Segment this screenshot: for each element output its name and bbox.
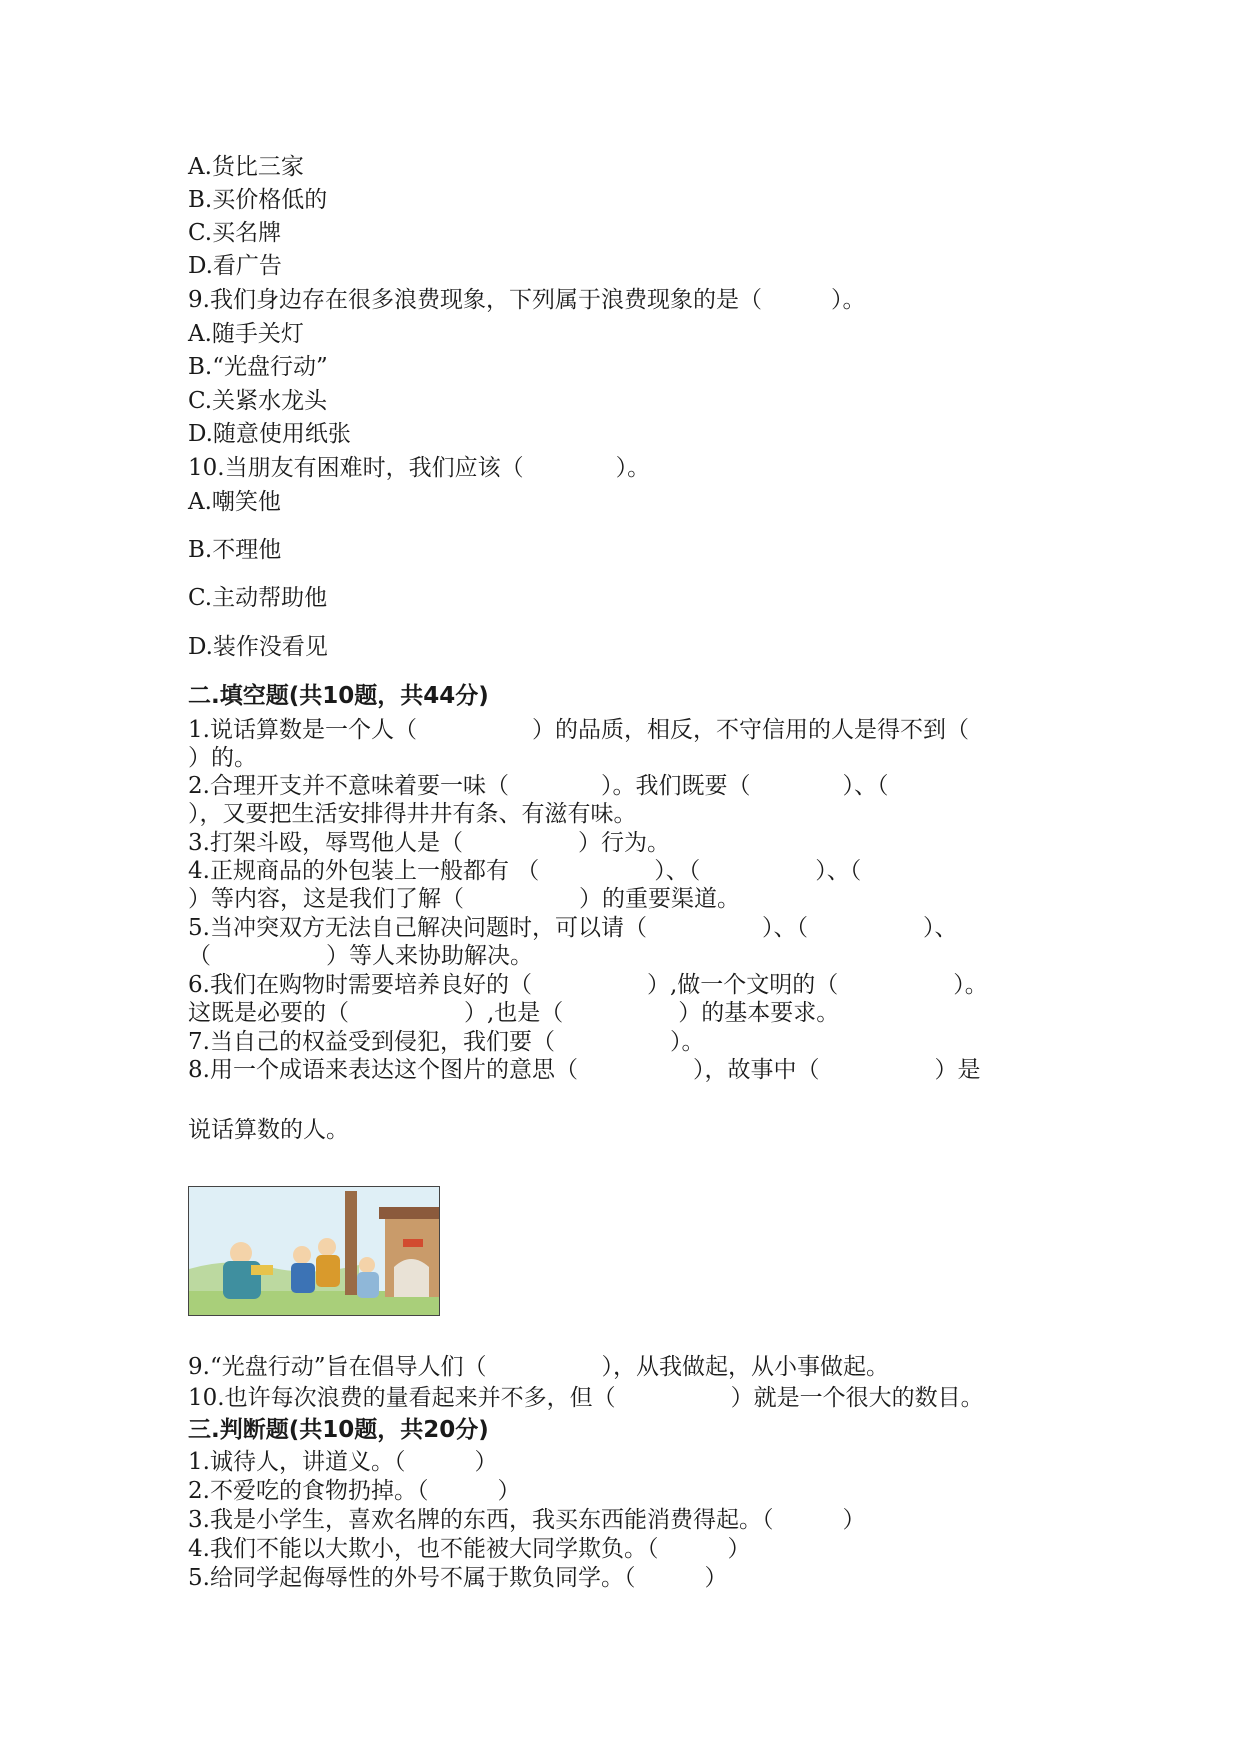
fill-q9: 9.“光盘行动”旨在倡导人们（ ），从我做起，从小事做起。	[188, 1354, 889, 1380]
q10-option-d: D.装作没看见	[188, 634, 328, 660]
q8-option-d: D.看广告	[188, 253, 282, 279]
q9-option-b: B.“光盘行动”	[188, 354, 328, 380]
fill-line-6: 4.正规商品的外包装上一般都有 （ ）、（ ）、（	[188, 858, 862, 884]
q10-option-a: A.嘲笑他	[188, 489, 281, 515]
fill-line-13: 8.用一个成语来表达这个图片的意思（ ），故事中（ ）是	[188, 1057, 981, 1083]
q8-option-b: B.买价格低的	[188, 187, 328, 213]
section2-heading: 二.填空题(共10题，共44分)	[188, 683, 489, 709]
fill-line-9: （ ）等人来协助解决。	[188, 943, 533, 969]
fill-line-3: 2.合理开支并不意味着要一味（ ）。我们既要（ ）、（	[188, 773, 889, 799]
fill-line-10: 6.我们在购物时需要培养良好的（ ）,做一个文明的（ ）。	[188, 972, 988, 998]
q8-option-c: C.买名牌	[188, 220, 282, 246]
fill-q8-continuation: 说话算数的人。	[188, 1117, 349, 1143]
judge-q1: 1.诚待人，讲道义。（ ）	[188, 1449, 498, 1475]
q9-option-c: C.关紧水龙头	[188, 388, 328, 414]
fill-q10: 10.也许每次浪费的量看起来并不多，但（ ）就是一个很大的数目。	[188, 1385, 984, 1411]
fill-line-4: ），又要把生活安排得井井有条、有滋有味。	[188, 801, 637, 827]
q9-option-a: A.随手关灯	[188, 321, 304, 347]
fill-line-8: 5.当冲突双方无法自己解决问题时，可以请（ ）、（ ）、	[188, 915, 958, 941]
judge-q5: 5.给同学起侮辱性的外号不属于欺负同学。（ ）	[188, 1565, 728, 1591]
q8-option-a: A.货比三家	[188, 154, 304, 180]
story-illustration	[188, 1186, 440, 1316]
q10-option-b: B.不理他	[188, 537, 282, 563]
q9-stem: 9.我们身边存在很多浪费现象，下列属于浪费现象的是（ ）。	[188, 287, 866, 313]
q10-option-c: C.主动帮助他	[188, 585, 328, 611]
fill-line-2: ）的。	[188, 745, 257, 771]
story-illustration-drawing	[189, 1187, 439, 1315]
judge-q3: 3.我是小学生，喜欢名牌的东西，我买东西能消费得起。（ ）	[188, 1507, 866, 1533]
section3-heading: 三.判断题(共10题，共20分)	[188, 1417, 489, 1443]
fill-line-1: 1.说话算数是一个人（ ）的品质，相反，不守信用的人是得不到（	[188, 717, 969, 743]
fill-line-12: 7.当自己的权益受到侵犯，我们要（ ）。	[188, 1029, 705, 1055]
fill-line-5: 3.打架斗殴，辱骂他人是（ ）行为。	[188, 830, 670, 856]
fill-line-11: 这既是必要的（ ）,也是（ ）的基本要求。	[188, 1000, 840, 1026]
judge-q4: 4.我们不能以大欺小，也不能被大同学欺负。（ ）	[188, 1536, 751, 1562]
q9-option-d: D.随意使用纸张	[188, 421, 351, 447]
fill-line-7: ）等内容，这是我们了解（ ）的重要渠道。	[188, 886, 740, 912]
q10-stem: 10.当朋友有困难时，我们应该（ ）。	[188, 455, 651, 481]
judge-q2: 2.不爱吃的食物扔掉。（ ）	[188, 1478, 521, 1504]
